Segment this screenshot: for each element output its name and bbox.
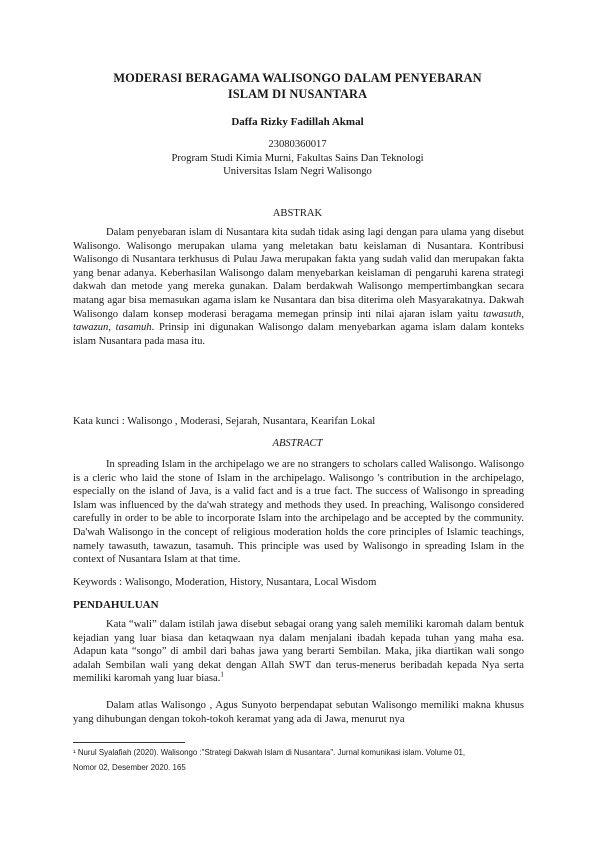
abstrak-text-1: Dalam penyebaran islam di Nusantara kita sudah tidak asing lagi dengan para ulama yang disebut Walisongo. Walisongo merupakan ulama yang meletakan batu keislaman di Nusantara. Kontribusi Walisongo di Nusantara terkhusus di Pulau Jawa merupakan fakta yang sudah valid dan merupakan fakta yang benar adanya. Keberhasilan Walisongo dalam menyebarkan keislaman di pengaruhi karena strategi dakwah dan metode yang mereka gunakan. Dalam berdakwah Walisongo mempertimbangkan secara matang agar bisa memasukan agama islam ke Nusantara dan bisa diterima oleh Masyarakatnya. Dakwah Walisongo dalam konsep moderasi beragama memegan prinsip inti nilai ajaran islam yaitu xyxy=(73,227,524,320)
keywords: Keywords : Walisongo, Moderation, History, Nusantara, Local Wisdom xyxy=(73,577,377,588)
intro-paragraph-1 xyxy=(73,618,524,686)
abstract-paragraph: In spreading Islam in the archipelago we are no strangers to scholars called Walisongo. Walisongo is a cleric who laid the stone of Islam in the archipelago. Walisongo 's contribution in the archipelago, especially on the island of Java, is a valid fact and is a true fact. The success of Walisongo in spreading Islam was influenced by the da'wah strategy and methods they used. In preaching, Walisongo considered carefully in order to be able to incorporate Islam into the archipelago and be accepted by the community. Da'wah Walisongo in the concept of religious moderation holds the core principles of Islamic teachings, namely tawasuth, tawazun, tasamuh. This principle was used by Walisongo in spreading Islam in the context of Nusantara Islam at that time. xyxy=(73,459,524,566)
university-name: Universitas Islam Negri Walisongo xyxy=(223,166,372,178)
abstrak-italic-terms: tawasuth, tawazun, tasamuh xyxy=(73,308,524,334)
paper-title xyxy=(60,70,535,102)
footnote-line-2: Nomor 02, Desember 2020. 165 xyxy=(73,762,186,772)
intro-paragraph-2: Dalam atlas Walisongo , Agus Sunyoto berpendapat sebutan Walisongo memiliki makna khusus yang dihubungan dengan tokoh-tokoh keramat yang ada di Jawa, menurut nya xyxy=(73,700,524,725)
footnote xyxy=(73,746,528,775)
study-program: Program Studi Kimia Murni, Fakultas Sains Dan Teknologi xyxy=(171,152,424,164)
abstrak-paragraph xyxy=(73,226,524,348)
title-line-1: MODERASI BERAGAMA WALISONGO DALAM PENYEBARAN xyxy=(113,71,482,85)
intro-p1-text: Kata “wali” dalam istilah jawa disebut sebagai orang yang saleh memiliki karomah dalam bentuk kejadian yang luar biasa dan ketaqwaan nya dalam menjalani ibadah kepada tuhan yang maha esa. Adapun kata “songo” di ambil dari bahas jawa yang berarti Sembilan. Maka, jika diartikan wali songo adalah Sembilan wali yang dekat dengan Allah SWT dan terus-menerus beribadah kepada Nya serta memiliki karomah yang luar biasa. xyxy=(73,619,524,685)
footnote-line-1: ¹ Nurul Syalafiah (2020). Walisongo :"Strategi Dakwah Islam di Nusantara". Jurnal komunikasi islam. Volume 01, xyxy=(73,748,466,757)
footnote-divider xyxy=(73,742,185,743)
author-name: Daffa Rizky Fadillah Akmal xyxy=(231,116,364,128)
kata-kunci: Kata kunci : Walisongo , Moderasi, Sejarah, Nusantara, Kearifan Lokal xyxy=(73,416,376,427)
abstrak-heading: ABSTRAK xyxy=(272,208,323,219)
abstrak-text-2: . Prinsip ini digunakan Walisongo dalam menyebarkan agama islam dalam konteks islam Nusantara pada masa itu. xyxy=(73,322,524,347)
footnote-marker[interactable]: 1 xyxy=(220,670,224,679)
author-affiliation xyxy=(0,138,595,179)
section-heading: PENDAHULUAN xyxy=(73,599,159,611)
abstract-heading: ABSTRACT xyxy=(272,438,323,449)
title-line-2: ISLAM DI NUSANTARA xyxy=(227,87,368,101)
student-id: 23080360017 xyxy=(268,139,327,150)
